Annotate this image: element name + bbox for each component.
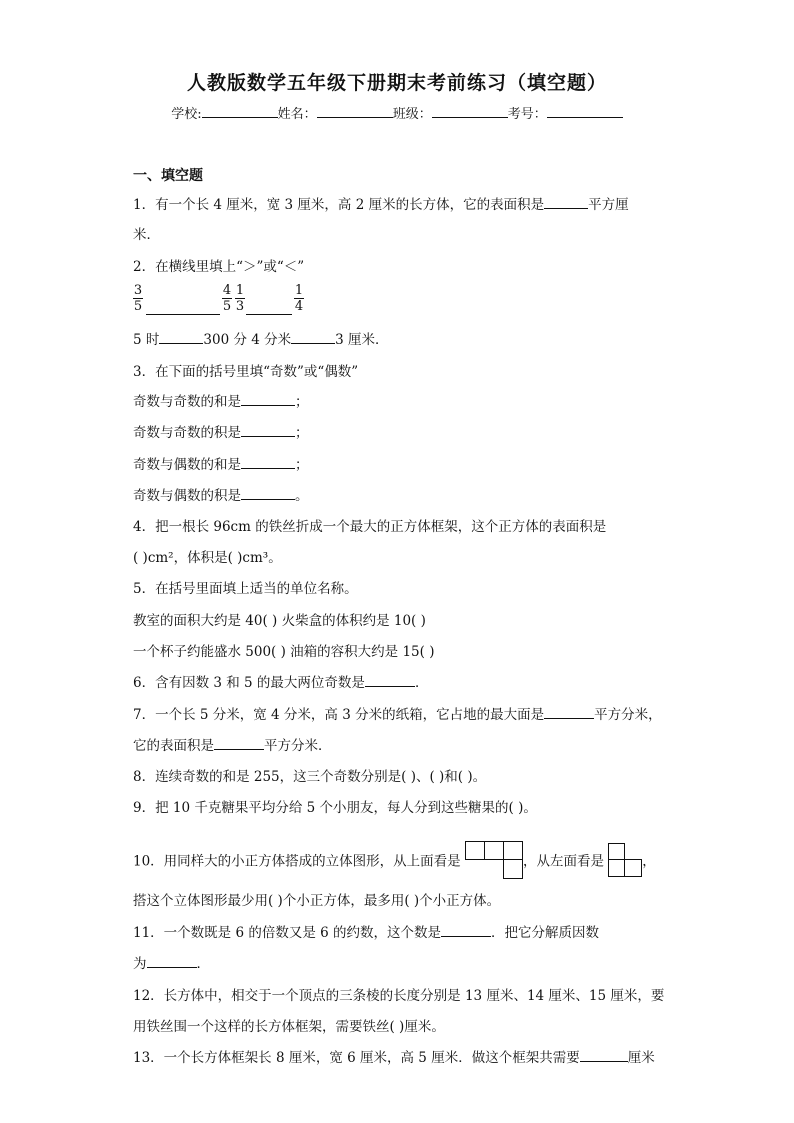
q7-blank-1[interactable] bbox=[544, 705, 594, 719]
question-5: 5．在括号里面填上适当的单位名称。 bbox=[133, 581, 358, 597]
section-title: 一、填空题 bbox=[133, 168, 203, 184]
q3-blank-2[interactable] bbox=[241, 423, 295, 437]
question-5-line2: 教室的面积大约是 40( ) 火柴盒的体积约是 10( ) bbox=[133, 613, 426, 629]
question-9: 9．把 10 千克糖果平均分给 5 个小朋友，每人分到这些糖果的( )。 bbox=[133, 800, 537, 816]
question-11-line2: 为 ． bbox=[133, 956, 210, 972]
q1-text: 1．有一个长 4 厘米，宽 3 厘米，高 2 厘米的长方体，它的表面积是 bbox=[133, 197, 545, 213]
question-6: 6．含有因数 3 和 5 的最大两位奇数是 ． bbox=[133, 675, 429, 691]
question-7: 7．一个长 5 分米，宽 4 分米，高 3 分米的纸箱，它占地的最大面是 平方分米， bbox=[133, 707, 662, 723]
q6-blank[interactable] bbox=[365, 673, 415, 687]
q3-item-1: 奇数与奇数的和是 ； bbox=[133, 394, 309, 410]
question-12: 12．长方体中，相交于一个顶点的三条棱的长度分别是 13 厘米、14 厘米、15 厘米，要 bbox=[133, 988, 665, 1004]
student-info-line bbox=[0, 103, 794, 122]
q2-blank-1[interactable] bbox=[146, 313, 220, 315]
q3-item-4: 奇数与偶数的积是 。 bbox=[133, 488, 309, 504]
number-field[interactable] bbox=[547, 105, 623, 118]
school-label: 学校: bbox=[171, 107, 202, 122]
q1-unit: 平方厘 bbox=[588, 197, 629, 213]
q2-text-a: 5 时 bbox=[133, 332, 160, 348]
question-10-line2: 搭这个立体图形最少用( )个小正方体，最多用( )个小正方体。 bbox=[133, 893, 501, 909]
question-5-line3: 一个杯子约能盛水 500( ) 油箱的容积大约是 15( ) bbox=[133, 644, 435, 660]
q3-item-2: 奇数与奇数的积是 ； bbox=[133, 425, 309, 441]
question-7-line2: 它的表面积是 平方分米． bbox=[133, 738, 332, 754]
class-field[interactable] bbox=[432, 105, 508, 118]
left-view-icon bbox=[608, 843, 642, 877]
name-field[interactable] bbox=[317, 105, 393, 118]
fraction-1-4: 1 4 bbox=[294, 283, 304, 314]
school-field[interactable] bbox=[202, 105, 278, 118]
q3-blank-1[interactable] bbox=[241, 392, 295, 406]
question-2-line2 bbox=[133, 328, 389, 348]
q3-blank-4[interactable] bbox=[241, 486, 295, 500]
question-8: 8．连续奇数的和是 255，这三个奇数分别是( )、( )和( )。 bbox=[133, 769, 487, 785]
q3-blank-3[interactable] bbox=[241, 455, 295, 469]
fraction-4-5: 4 5 bbox=[222, 283, 232, 314]
number-label: 考号： bbox=[507, 107, 547, 122]
question-13: 13．一个长方体框架长 8 厘米，宽 6 厘米，高 5 厘米．做这个框架共需要 厘米 bbox=[133, 1050, 655, 1066]
q11-blank-2[interactable] bbox=[147, 954, 197, 968]
question-4-line2: ( )cm²，体积是( )cm³。 bbox=[133, 550, 282, 566]
question-12-line2: 用铁丝围一个这样的长方体框架，需要铁丝( )厘米。 bbox=[133, 1019, 445, 1035]
q2-blank-2[interactable] bbox=[246, 313, 292, 315]
q2-blank-3[interactable] bbox=[159, 330, 203, 344]
question-2: 2．在横线里填上“＞”或“＜” bbox=[133, 259, 305, 275]
top-view-icon bbox=[465, 841, 523, 879]
q3-item-3: 奇数与偶数的和是 ； bbox=[133, 457, 309, 473]
question-1 bbox=[133, 193, 629, 213]
page-title: 人教版数学五年级下册期末考前练习（填空题） bbox=[186, 72, 607, 94]
fraction-3-5: 3 5 bbox=[133, 283, 143, 314]
q1-blank[interactable] bbox=[544, 195, 588, 209]
q2-text-c: 3 厘米． bbox=[335, 332, 389, 348]
question-4: 4．把一根长 96cm 的铁丝折成一个最大的正方体框架，这个正方体的表面积是 bbox=[133, 519, 607, 535]
fraction-1-3: 1 3 bbox=[235, 283, 245, 314]
q7-blank-2[interactable] bbox=[214, 736, 264, 750]
class-label: 班级： bbox=[392, 107, 432, 122]
q2-text-b: 300 分 4 分米 bbox=[203, 332, 292, 348]
question-11: 11．一个数既是 6 的倍数又是 6 的约数，这个数是 ．把它分解质因数 bbox=[133, 925, 600, 941]
question-3: 3．在下面的括号里填“奇数”或“偶数” bbox=[133, 364, 359, 380]
question-10: 10．用同样大的小正方体搭成的立体图形，从上面看是 ，从左面看是 ， bbox=[133, 843, 656, 881]
q2-blank-4[interactable] bbox=[291, 330, 335, 344]
name-label: 姓名： bbox=[277, 107, 317, 122]
q11-blank-1[interactable] bbox=[441, 923, 491, 937]
q13-blank[interactable] bbox=[580, 1048, 628, 1062]
question-1-cont: 米． bbox=[133, 227, 160, 243]
